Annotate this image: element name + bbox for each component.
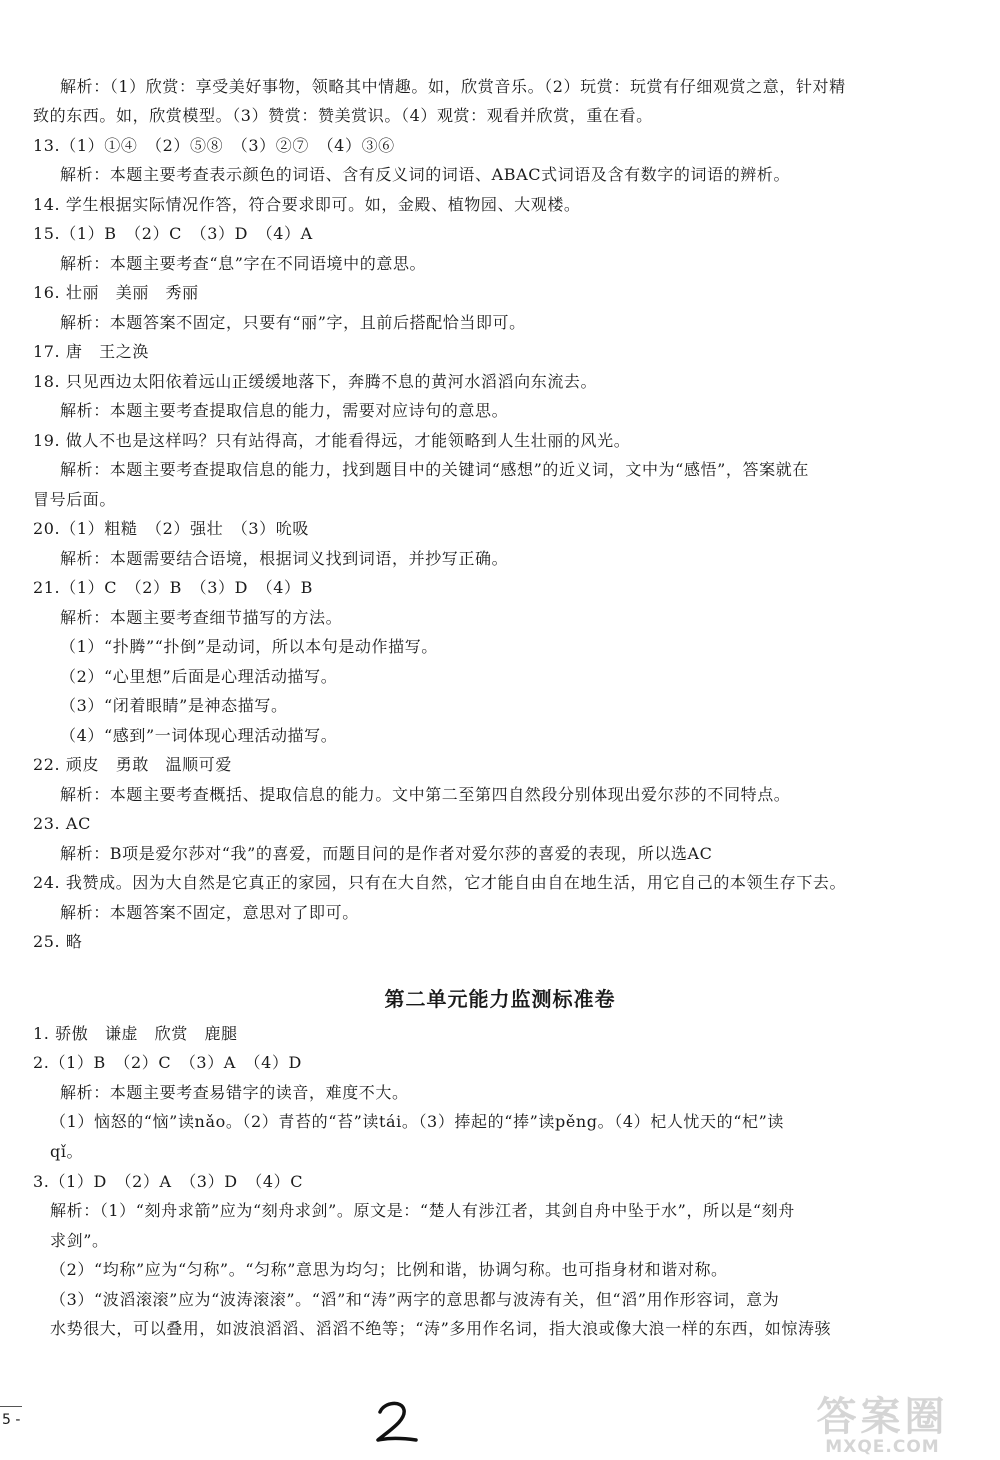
text-line: 25. 略	[33, 932, 83, 951]
text-line: （3）“闭着眼睛”是神态描写。	[60, 696, 288, 715]
text-line: （2）“心里想”后面是心理活动描写。	[60, 667, 338, 686]
text-line: 23. AC	[33, 814, 91, 833]
text-line: 20.（1）粗糙 （2）强壮 （3）吮吸	[33, 519, 309, 538]
text-line: （1）“扑腾”“扑倒”是动词，所以本句是动作描写。	[60, 637, 438, 656]
text-line: 解析：本题主要考查易错字的读音，难度不大。	[60, 1083, 409, 1102]
text-line: 解析：本题答案不固定，只要有“丽”字，且前后搭配恰当即可。	[60, 313, 526, 332]
watermark-logo	[780, 1395, 985, 1457]
text-line: 水势很大，可以叠用，如波浪滔滔、滔滔不绝等；“涛”多用作名词，指大浪或像大浪一样的东西，如惊涛骇	[50, 1319, 832, 1338]
page-number: 5 -	[2, 1412, 21, 1428]
text-line: 解析：（1）“刻舟求箭”应为“刻舟求剑”。原文是：“楚人有涉江者，其剑自舟中坠于水”，所以是“刻舟	[50, 1201, 795, 1220]
text-line: 解析：本题主要考查“息”字在不同语境中的意思。	[60, 254, 427, 273]
text-line: 解析：本题需要结合语境，根据词义找到词语，并抄写正确。	[60, 549, 509, 568]
text-line: 解析：本题主要考查概括、提取信息的能力。文中第二至第四自然段分别体现出爱尔莎的不同特点。	[60, 785, 791, 804]
text-line: 解析：本题主要考查提取信息的能力，需要对应诗句的意思。	[60, 401, 509, 420]
text-line: 16. 壮丽 美丽 秀丽	[33, 283, 199, 302]
text-line: 解析：本题主要考查提取信息的能力，找到题目中的关键词“感想”的近义词，文中为“感悟”，答案就在	[60, 460, 809, 479]
text-line: 15.（1）B （2）C （3）D （4）A	[33, 224, 313, 243]
text-line: 22. 顽皮 勇敢 温顺可爱	[33, 755, 232, 774]
text-line: qǐ。	[50, 1142, 84, 1161]
text-line: 解析：（1）欣赏：享受美好事物，领略其中情趣。如，欣赏音乐。（2）玩赏：玩赏有仔细观赏之意，针对精	[60, 77, 846, 96]
text-line: 求剑”。	[50, 1231, 109, 1250]
text-line: 18. 只见西边太阳依着远山正缓缓地落下，奔腾不息的黄河水滔滔向东流去。	[33, 372, 598, 391]
text-line: 致的东西。如，欣赏模型。（3）赞赏：赞美赏识。（4）观赏：观看并欣赏，重在看。	[33, 106, 653, 125]
text-line: 21.（1）C （2）B （3）D （4）B	[33, 578, 313, 597]
text-line: 3.（1）D （2）A （3）D （4）C	[33, 1172, 304, 1191]
text-line: 14. 学生根据实际情况作答，符合要求即可。如，金殿、植物园、大观楼。	[33, 195, 581, 214]
text-line: 2.（1）B （2）C （3）A （4）D	[33, 1053, 302, 1072]
text-line: （4）“感到”一词体现心理活动描写。	[60, 726, 338, 745]
text-line: 19. 做人不也是这样吗？只有站得高，才能看得远，才能领略到人生壮丽的风光。	[33, 431, 631, 450]
text-line: （1）恼怒的“恼”读nǎo。（2）青苔的“苔”读tái。（3）捧起的“捧”读pěng。（4）杞人忧天的“杞”读	[50, 1112, 784, 1131]
text-line: 1. 骄傲 谦虚 欣赏 鹿腿	[33, 1024, 238, 1043]
text-line: 17. 唐 王之涣	[33, 342, 149, 361]
page-number-rule	[0, 1406, 22, 1407]
section-heading: 第二单元能力监测标准卷	[384, 987, 616, 1011]
watermark-url: MXQE.COM	[825, 1437, 940, 1457]
text-line: 解析：B项是爱尔莎对“我”的喜爱，而题目问的是作者对爱尔莎的喜爱的表现，所以选AC	[60, 844, 713, 863]
text-line: 解析：本题答案不固定，意思对了即可。	[60, 903, 359, 922]
text-line: 冒号后面。	[33, 490, 117, 509]
text-line: 24. 我赞成。因为大自然是它真正的家园，只有在大自然，它才能自由自在地生活，用它自己的本领生存下去。	[33, 873, 847, 892]
watermark-text: 答案圈	[816, 1394, 949, 1440]
text-line: 解析：本题主要考查细节描写的方法。	[60, 608, 343, 627]
text-line: 13.（1）①④ （2）⑤⑧ （3）②⑦ （4）③⑥	[33, 136, 395, 155]
text-line: （2）“均称”应为“匀称”。“匀称”意思为均匀；比例和谐，协调匀称。也可指身材和谐对称。	[50, 1260, 728, 1279]
handwritten-page-mark	[372, 1400, 422, 1446]
text-line: （3）“波滔滚滚”应为“波涛滚滚”。“滔”和“涛”两字的意思都与波涛有关，但“滔”用作形容词，意为	[50, 1290, 780, 1309]
text-line: 解析：本题主要考查表示颜色的词语、含有反义词的词语、ABAC式词语及含有数字的词语的辨析。	[60, 165, 791, 184]
